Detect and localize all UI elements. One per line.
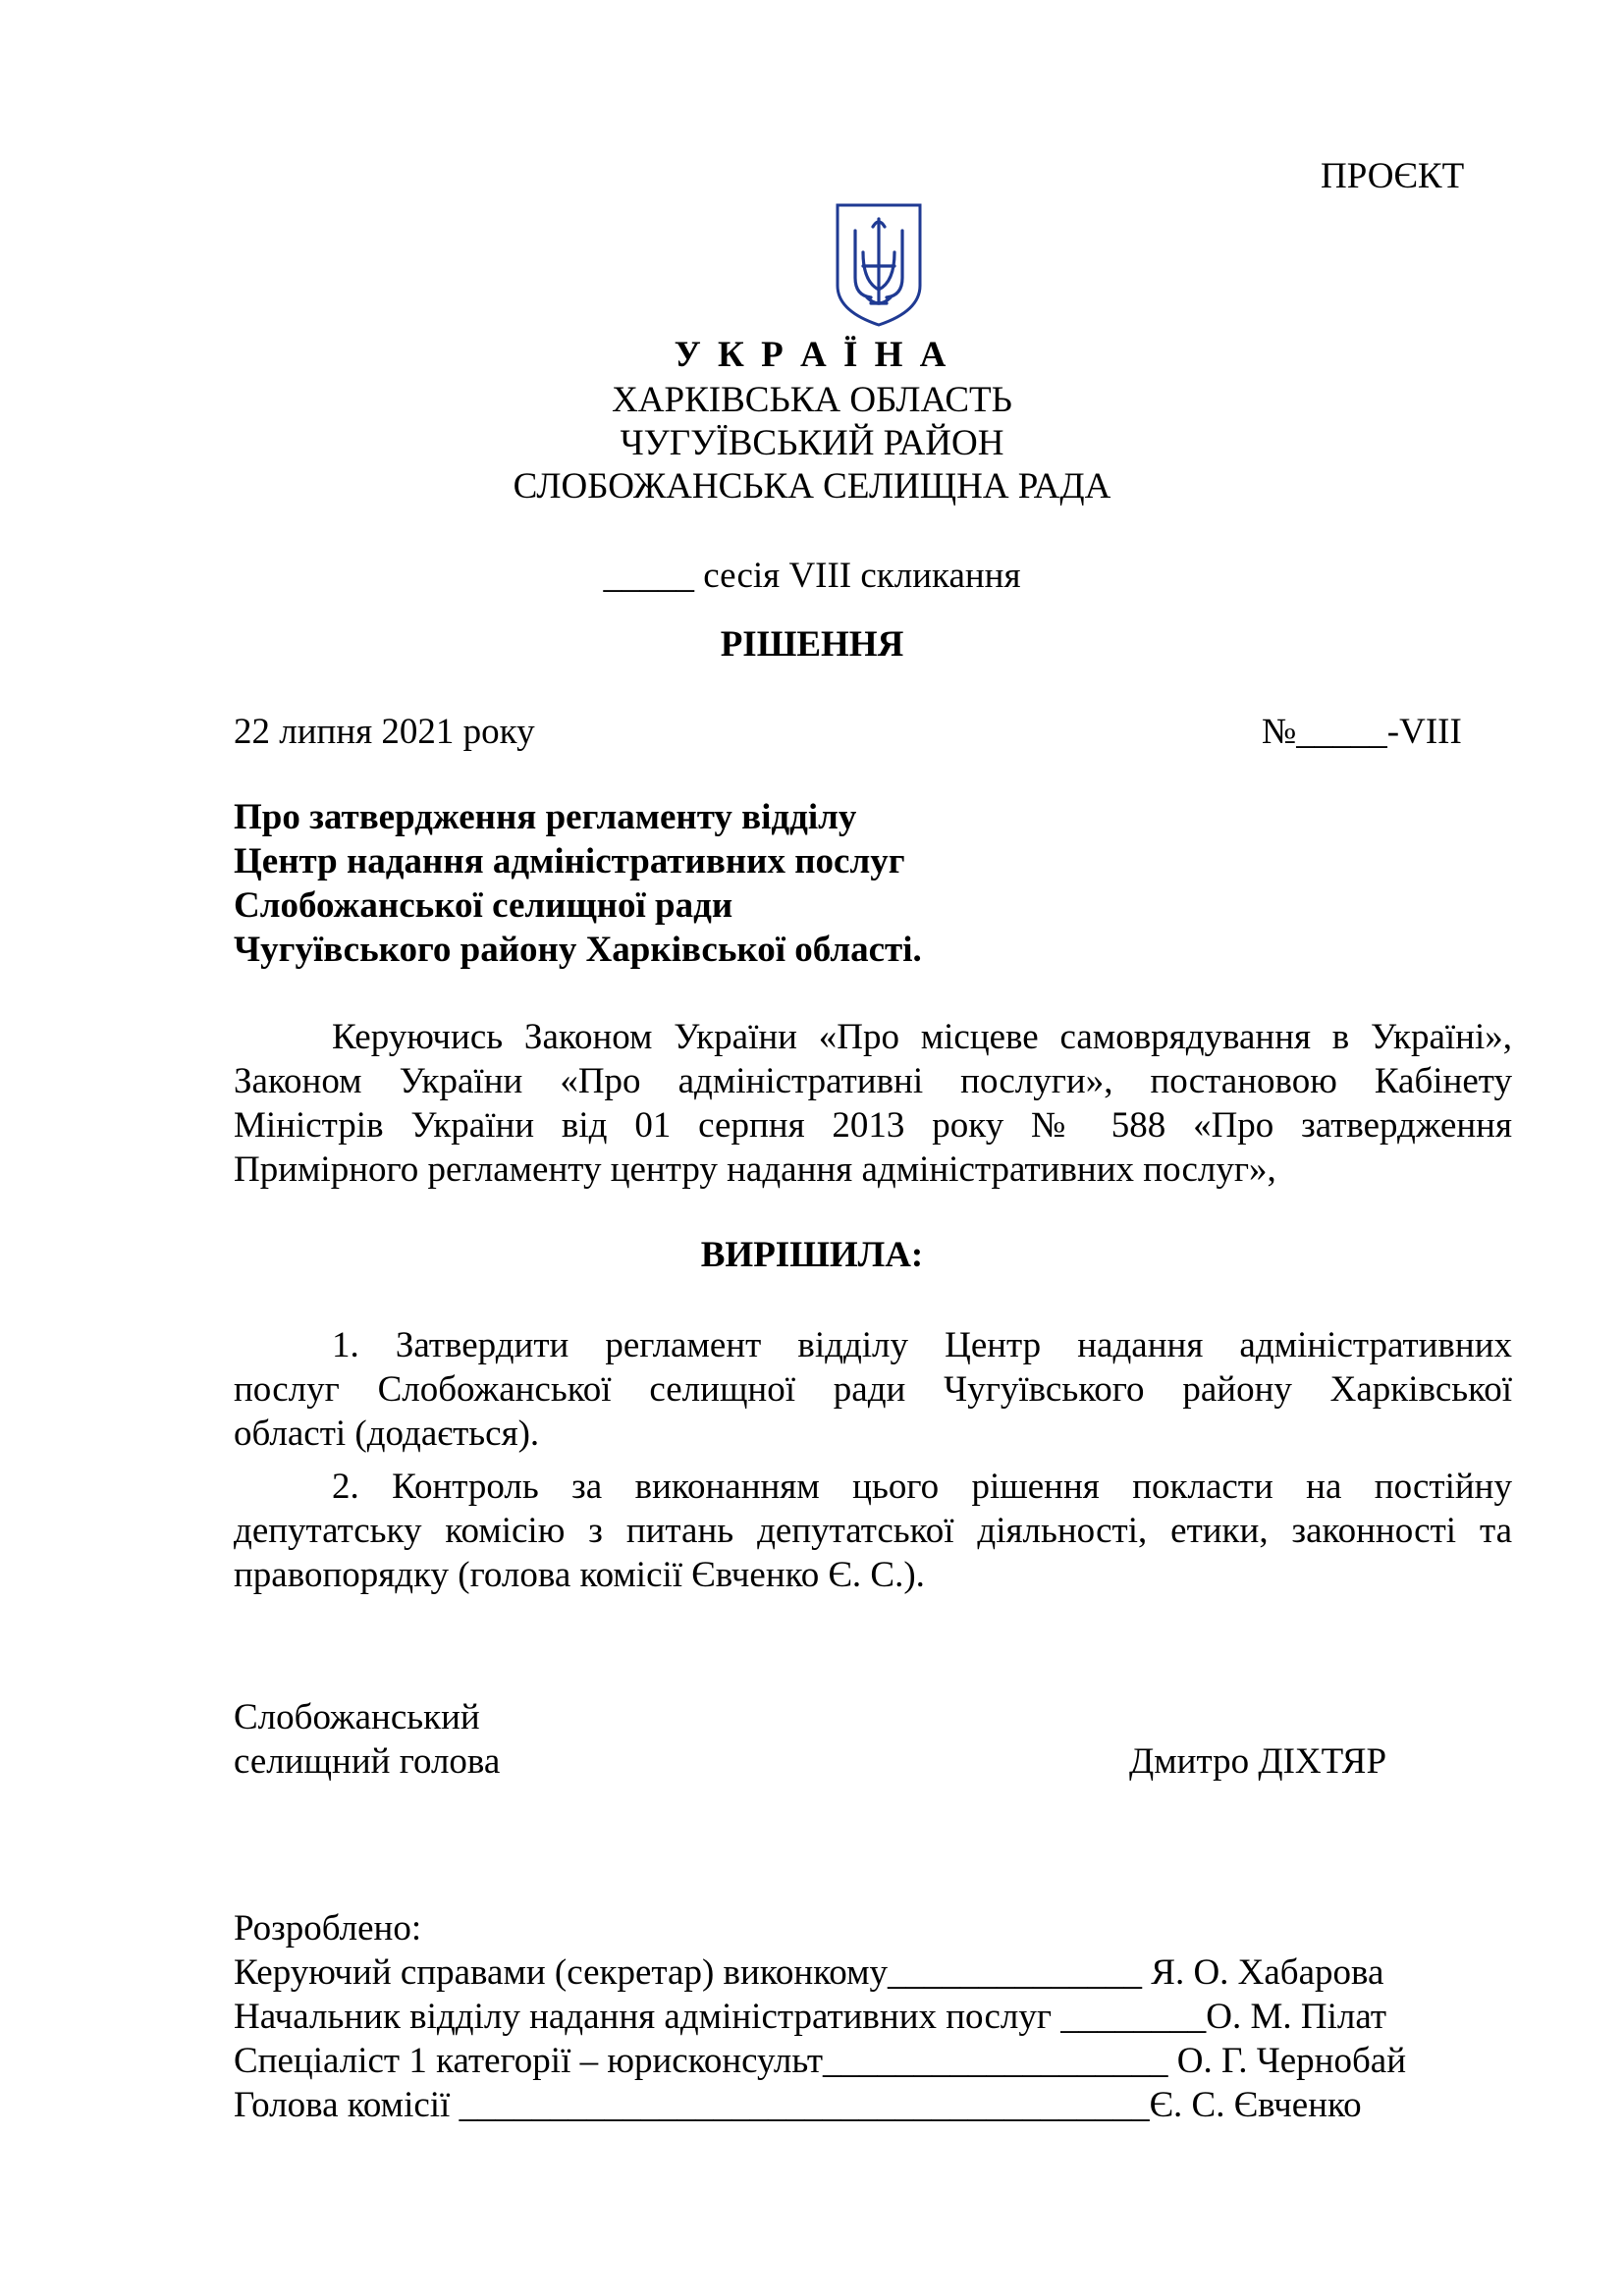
- decision-number: №_____-VIII: [1262, 712, 1462, 752]
- item-line: правопорядку (голова комісії Євченко Є. С.).: [234, 1555, 925, 1595]
- document-type: РІШЕННЯ: [720, 624, 904, 665]
- coat-of-arms-icon: [834, 201, 924, 329]
- decision-date: 22 липня 2021 року: [234, 712, 535, 752]
- subject-line: Слобожанської селищної ради: [234, 885, 733, 926]
- preamble-line: Керуючись Законом України «Про місцеве самоврядування в Україні»,: [332, 1017, 1512, 1057]
- developer-row: Спеціаліст 1 категорії – юрисконсульт___________________ О. Г. Чернобай: [234, 2041, 1407, 2081]
- district-heading: ЧУГУЇВСЬКИЙ РАЙОН: [620, 423, 1004, 463]
- subject-line: Центр надання адміністративних послуг: [234, 841, 905, 881]
- resolved-heading: ВИРІШИЛА:: [700, 1235, 924, 1275]
- subject-block: [234, 795, 922, 972]
- item-line: послуг Слобожанської селищної ради Чугуївського району Харківської: [234, 1369, 1512, 1410]
- session-line: _____ сесія VIII скликання: [603, 556, 1021, 596]
- item-line: депутатську комісію з питань депутатської діяльності, етики, законності та: [234, 1511, 1512, 1551]
- country-heading: У К Р А Ї Н А: [674, 335, 950, 375]
- subject-line: Про затвердження регламенту відділу: [234, 797, 857, 837]
- council-heading: СЛОБОЖАНСЬКА СЕЛИЩНА РАДА: [513, 466, 1111, 507]
- decision-item-1: [234, 1323, 1512, 1456]
- developer-row: Начальник відділу надання адміністративних послуг ________О. М. Пілат: [234, 1997, 1386, 2037]
- item-line: області (додається).: [234, 1414, 540, 1454]
- subject-line: Чугуївського району Харківської області.: [234, 930, 922, 970]
- region-heading: ХАРКІВСЬКА ОБЛАСТЬ: [612, 380, 1012, 420]
- preamble-line: Міністрів України від 01 серпня 2013 року № 588 «Про затвердження: [234, 1105, 1512, 1146]
- draft-mark: ПРОЄКТ: [1321, 156, 1465, 196]
- developed-heading: Розроблено:: [234, 1908, 422, 1949]
- item-line: 1. Затвердити регламент відділу Центр надання адміністративних: [332, 1325, 1512, 1365]
- preamble-line: Примірного регламенту центру надання адміністративних послуг»,: [234, 1149, 1276, 1190]
- preamble-paragraph: [234, 1015, 1512, 1192]
- developer-row: Керуючий справами (секретар) виконкому______________ Я. О. Хабарова: [234, 1952, 1384, 1993]
- signatory-title-line1: Слобожанський: [234, 1697, 480, 1737]
- preamble-line: Законом України «Про адміністративні послуги», постановою Кабінету: [234, 1061, 1512, 1101]
- signatory-name: Дмитро ДІХТЯР: [1129, 1741, 1387, 1782]
- developer-row: Голова комісії ______________________________________Є. С. Євченко: [234, 2085, 1362, 2125]
- decision-item-2: [234, 1465, 1512, 1597]
- signatory-title-line2: селищний голова: [234, 1741, 501, 1782]
- item-line: 2. Контроль за виконанням цього рішення покласти на постійну: [332, 1467, 1512, 1507]
